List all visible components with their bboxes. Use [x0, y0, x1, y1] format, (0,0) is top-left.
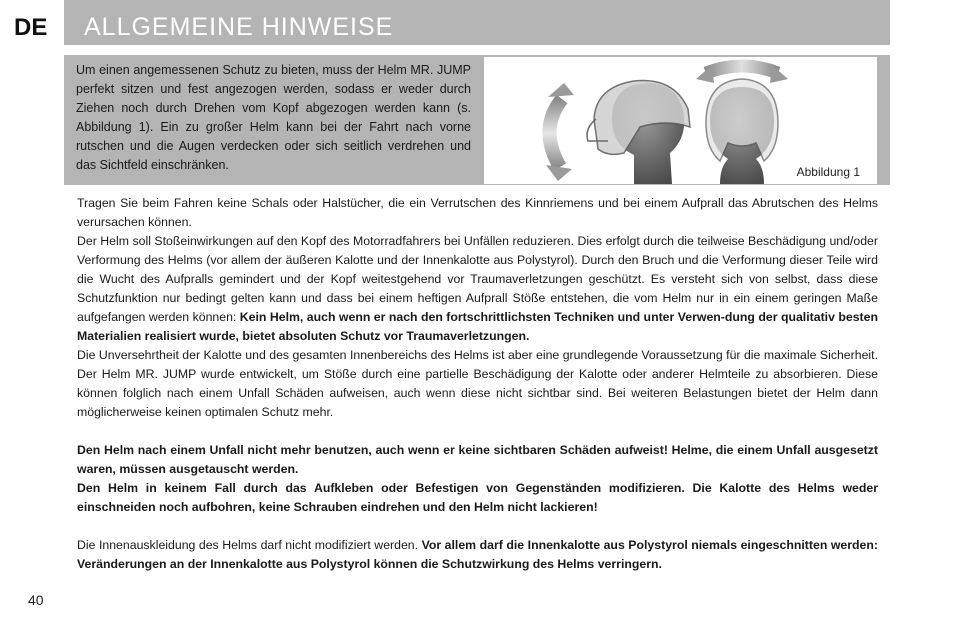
paragraph-impact — [77, 232, 878, 346]
figure-caption: Abbildung 1 — [796, 165, 860, 179]
paragraph-impact-bold: Kein Helm, auch wenn er nach den fortschrittlichsten Techniken und unter Verwen-dung der qualitativ besten Materialien realisiert wurde, bietet absoluten Schutz vor Traumaverletzungen. — [77, 310, 878, 343]
paragraph-integrity: Die Unversehrtheit der Kalotte und des gesamten Innenbereichs des Helms ist aber eine grundlegende Voraussetzung für die maximale Sicherheit. Der Helm MR. JUMP wurde entwickelt, um Stöße durch eine partielle Beschädigung der Kalotte oder anderer Helmteile zu absorbieren. Diese können folglich nach einem Unfall Schäden aufweisen, auch wenn diese nicht sichtbar sind. Bei weiteren Belastungen bietet der Helm dann möglicherweise keinen optimalen Schutz mehr. — [77, 348, 878, 419]
warning-no-modification-text: Den Helm in keinem Fall durch das Aufkleben oder Befestigen von Gegenständen modifizieren. Die Kalotte des Helms weder einschneiden noch aufbohren, keine Schrauben eindrehen und den Helm nicht lackieren! — [77, 481, 878, 514]
page-number: 40 — [28, 592, 44, 608]
warning-no-modification — [77, 479, 878, 517]
body-text — [77, 194, 878, 574]
front-helmet-icon — [706, 79, 778, 184]
paragraph-impact-text: Der Helm soll Stoßeinwirkungen auf den Kopf des Motorradfahrers bei Unfällen reduzieren. Dies erfolgt durch die teilweise Beschädigung und/oder Verformung des Helms (vor allem der äußeren Kalotte und der Innenkalotte aus Polystyrol). Durch den Bruch und die Verformung dieser Teile wird die Wucht des Aufpralls gemindert und der Kopf weitestgehend vor Traumaverletzungen geschützt. Es versteht sich von selbst, dass diese Schutzfunktion nur bedingt gelten kann und dass bei einem heftigen Aufprall Stöße entstehen, die vom Helm nur in ein einem geringen Maße aufgefangen werden können: — [77, 234, 878, 324]
warning-after-accident-text: Den Helm nach einem Unfall nicht mehr benutzen, auch wenn er keine sichtbaren Schäden aufweist! Helme, die einem Unfall ausgesetzt waren, müssen ausgetauscht werden. — [77, 443, 878, 476]
page-title: ALLGEMEINE HINWEISE — [84, 13, 394, 41]
paragraph-liner — [77, 536, 878, 574]
language-code: DE — [14, 14, 48, 41]
warning-after-accident — [77, 441, 878, 479]
paragraph-liner-text: Die Innenauskleidung des Helms darf nicht modifiziert werden. — [77, 538, 422, 552]
figure-helmet-fit — [484, 57, 877, 184]
paragraph-liner-bold: Vor allem darf die Innenkalotte aus Polystyrol niemals eingeschnitten werden: Veränderungen an der Innenkalotte aus Polystyrol können die Schutzwirkung des Helms verringern. — [77, 538, 878, 571]
side-helmet-icon — [587, 81, 690, 184]
intro-text: Um einen angemessenen Schutz zu bieten, muss der Helm MR. JUMP perfekt sitzen und fest angezogen werden, sodass er weder durch Ziehen noch durch Drehen vom Kopf abgezogen werden kann (s. Abbildung 1). Ein zu großer Helm kann bei der Fahrt nach vorne rutschen und die Augen verdecken oder sich seitlich verdrehen und das Sichtfeld einschränken. — [76, 63, 471, 172]
paragraph-scarf: Tragen Sie beim Fahren keine Schals oder Halstücher, die ein Verrutschen des Kinnriemens und bei einem Aufprall das Abrutschen des Helms verursachen können. — [77, 196, 878, 229]
rotation-arrow-icon — [546, 83, 574, 181]
